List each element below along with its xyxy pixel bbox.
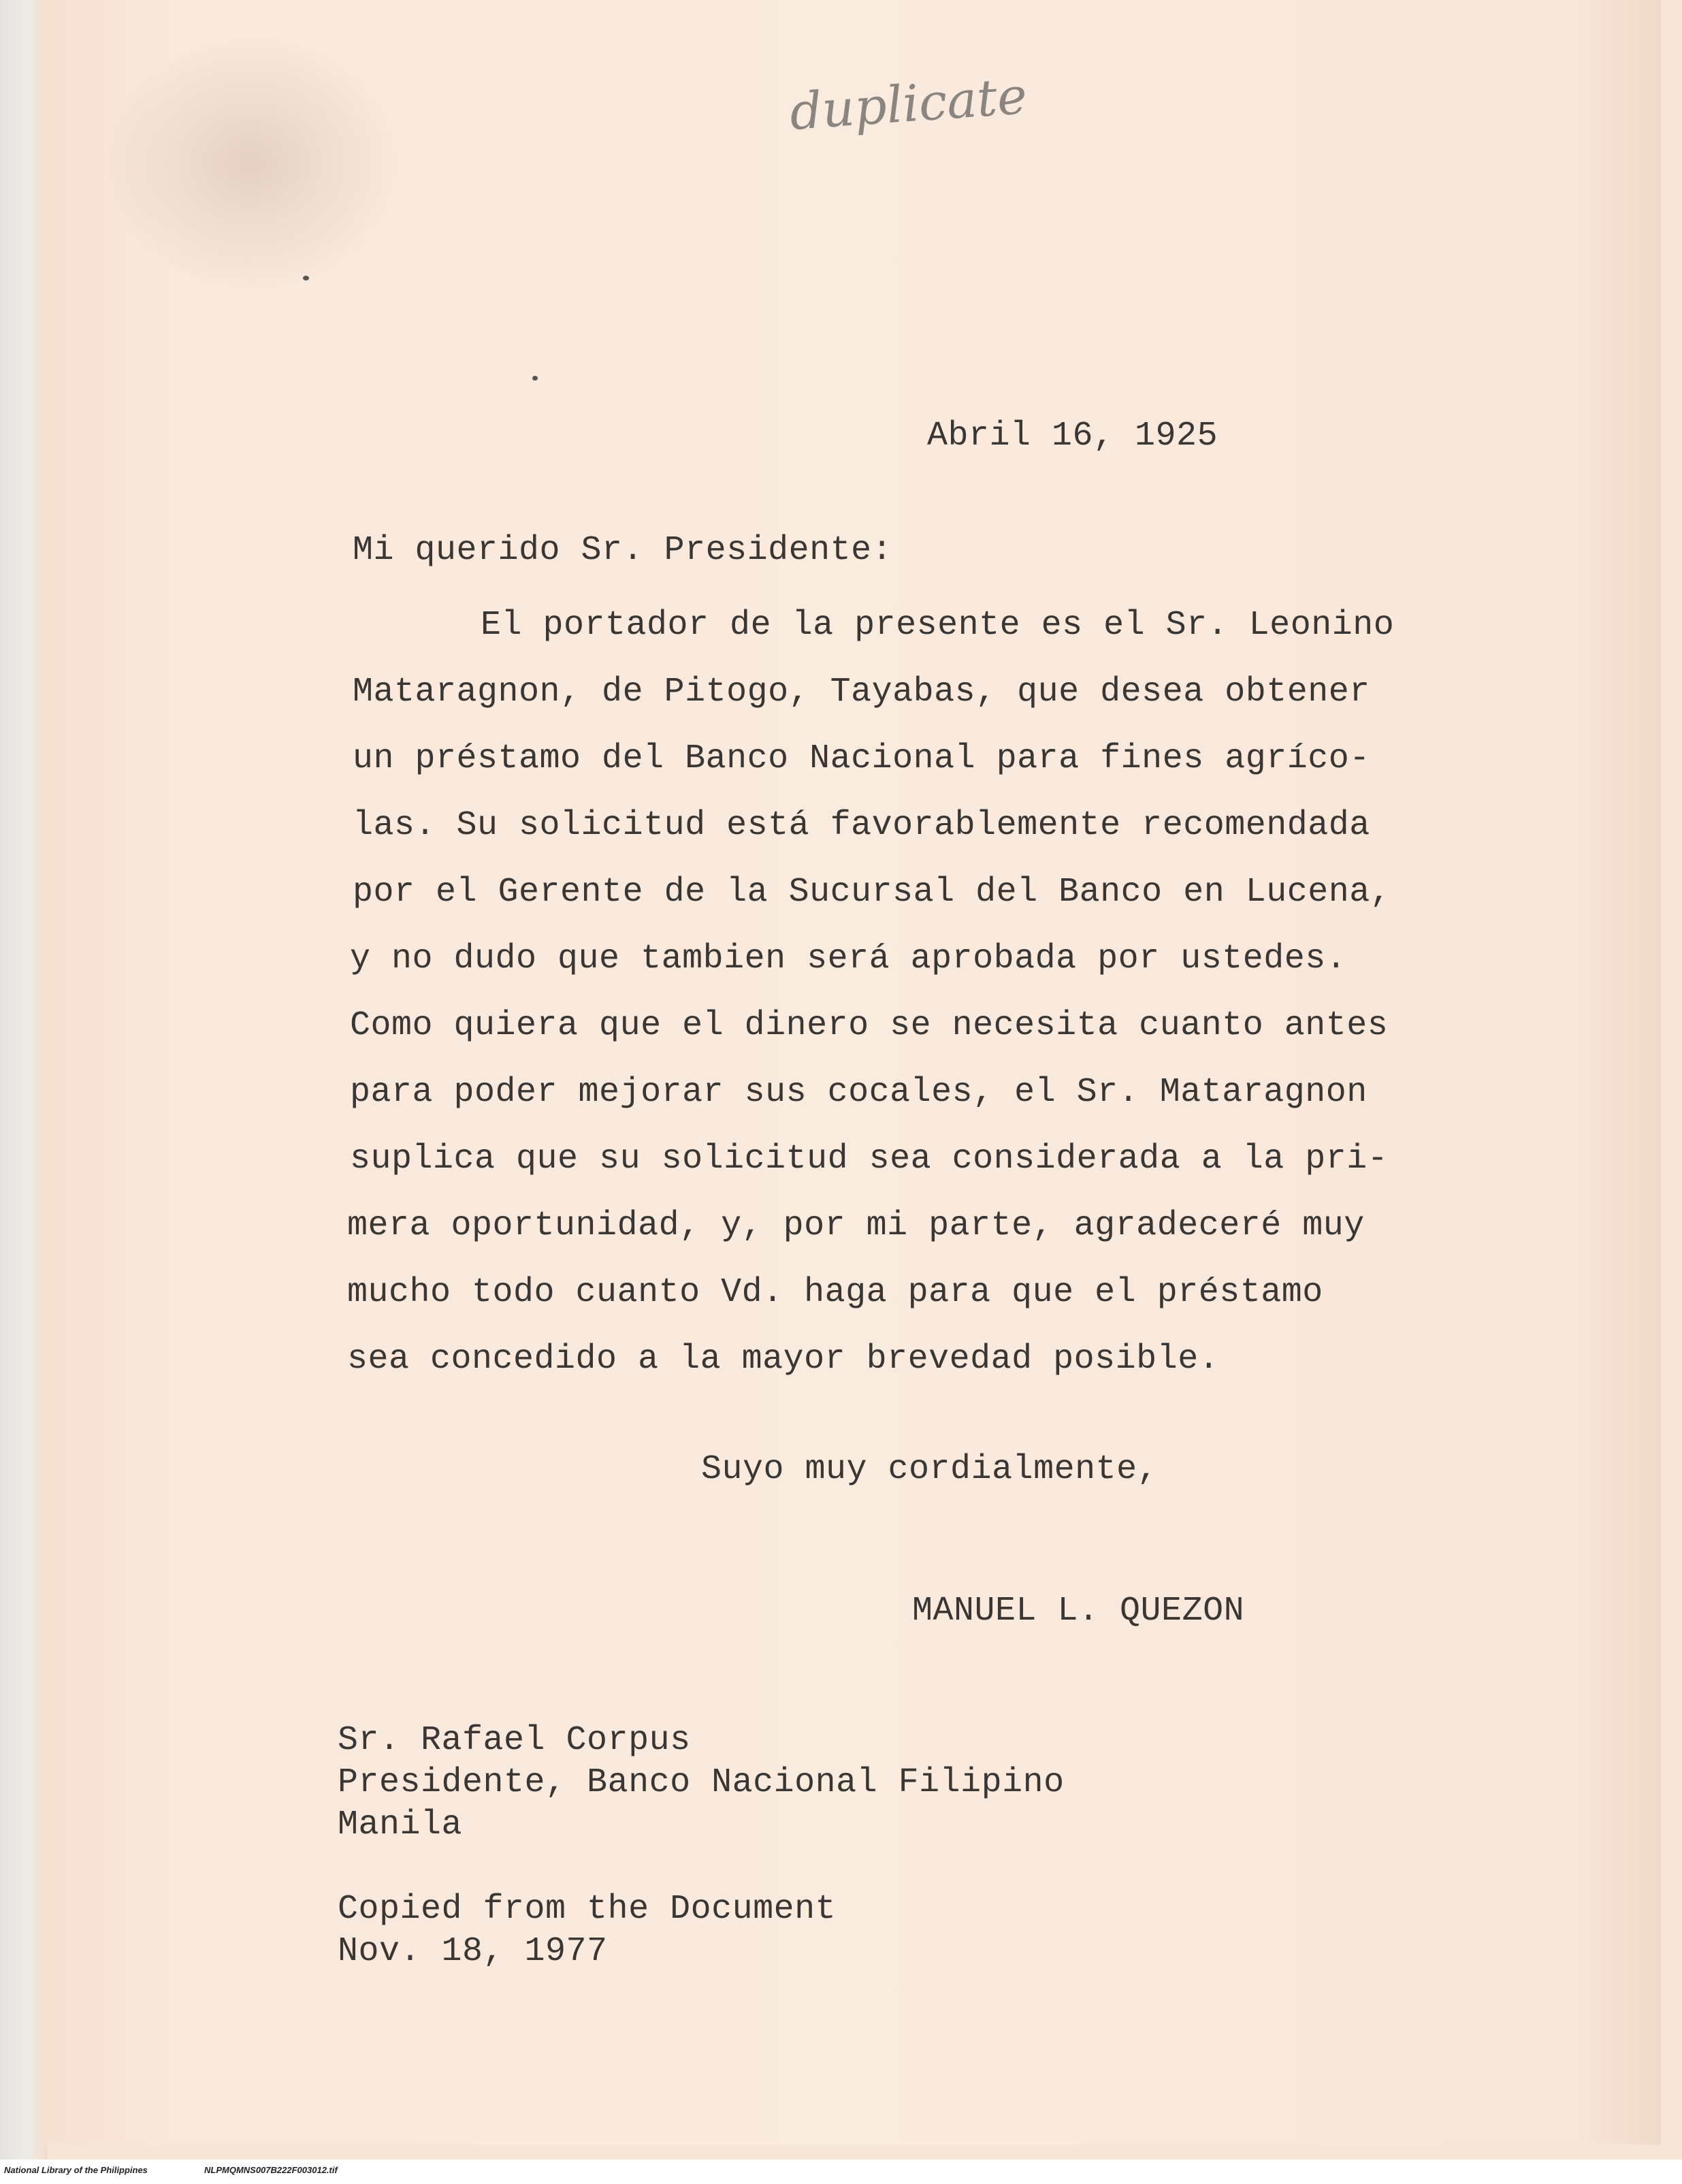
body-line: mucho todo cuanto Vd. haga para que el préstamo (347, 1273, 1323, 1312)
body-line: Mataragnon, de Pitogo, Tayabas, que desea obtener (353, 673, 1370, 711)
body-line: sea concedido a la mayor brevedad posible. (347, 1340, 1220, 1379)
body-line: suplica que su solicitud sea considerada a la pri- (350, 1140, 1389, 1178)
ink-dot (532, 376, 538, 381)
body-line: El portador de la presente es el Sr. Leonino (481, 606, 1395, 645)
letter-date: Abril 16, 1925 (927, 417, 1218, 455)
library-credit: National Library of the Philippines (4, 2165, 148, 2175)
body-line: mera oportunidad, y, por mi parte, agradeceré muy (347, 1206, 1365, 1245)
signature-name: MANUEL L. QUEZON (912, 1592, 1245, 1631)
body-line: para poder mejorar sus cocales, el Sr. Mataragnon (350, 1073, 1368, 1112)
paper-stain (109, 41, 395, 286)
file-id: NLPMQMNS007B222F003012.tif (204, 2165, 338, 2175)
ink-dot (303, 276, 309, 280)
body-line: las. Su solicitud está favorablemente recomendada (353, 806, 1370, 845)
recipient-city: Manila (338, 1805, 463, 1844)
body-line: un préstamo del Banco Nacional para fines agríco- (353, 739, 1370, 778)
recipient-title: Presidente, Banco Nacional Filipino (338, 1763, 1065, 1802)
salutation: Mi querido Sr. Presidente: (353, 531, 893, 570)
letter-sheet (41, 0, 1661, 2145)
copy-note: Copied from the Document (338, 1890, 837, 1929)
closing: Suyo muy cordialmente, (701, 1450, 1159, 1489)
body-line: Como quiera que el dinero se necesita cuanto antes (350, 1006, 1389, 1045)
copy-date: Nov. 18, 1977 (338, 1932, 608, 1971)
body-line: y no dudo que tambien será aprobada por ustedes. (350, 940, 1347, 978)
recipient-name: Sr. Rafael Corpus (338, 1721, 691, 1760)
body-line: por el Gerente de la Sucursal del Banco en Lucena, (353, 873, 1391, 912)
duplicate-annotation: duplicate (788, 66, 1029, 142)
scan-footer (0, 2159, 1682, 2184)
